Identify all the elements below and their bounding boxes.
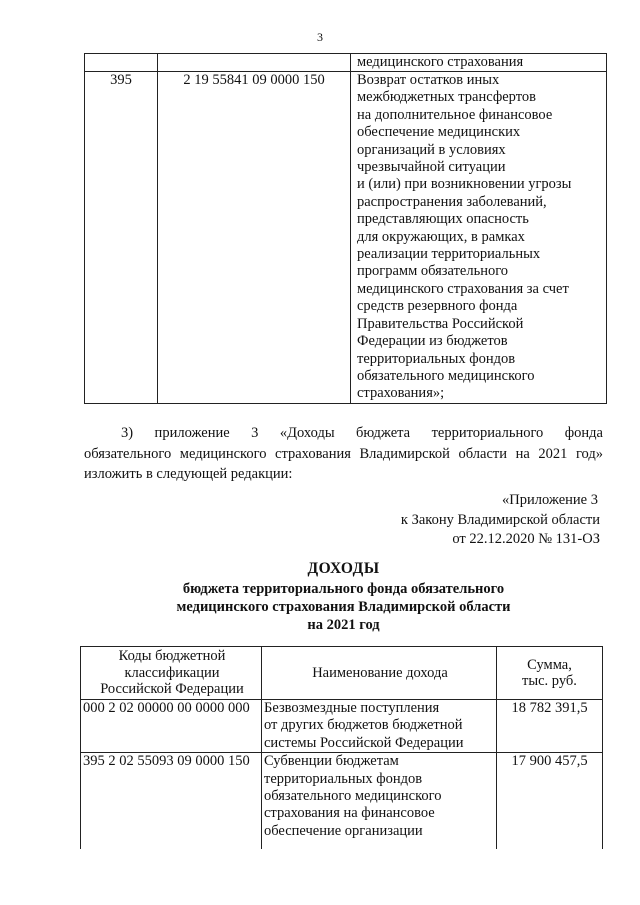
- description-line: Федерации из бюджетов: [357, 333, 508, 350]
- name-line: Субвенции бюджетам: [264, 753, 399, 770]
- header-name: Наименование дохода: [262, 647, 497, 700]
- title-line: на 2021 год: [307, 617, 380, 633]
- title-line: медицинского страхования Владимирской области: [176, 599, 511, 615]
- name-line: обязательного медицинского: [264, 788, 442, 805]
- description-line: страхования»;: [357, 385, 445, 402]
- admin-code-cell: 395: [85, 72, 158, 404]
- appendix-line: «Приложение 3: [502, 492, 598, 508]
- amendment-paragraph: [84, 423, 603, 485]
- description-line: территориальных фондов: [357, 350, 516, 367]
- description-line: распространения заболеваний,: [357, 193, 547, 210]
- table-row: [85, 54, 607, 72]
- name-line: от других бюджетов бюджетной: [264, 717, 463, 734]
- header-line: тыс. руб.: [522, 673, 577, 689]
- description-line: Правительства Российской: [357, 315, 524, 332]
- description-line: представляющих опасность: [357, 211, 529, 228]
- paragraph-line: 3) приложение 3 «Доходы бюджета территориального фонда: [121, 425, 603, 441]
- appendix-line: от 22.12.2020 № 131-ОЗ: [452, 531, 600, 547]
- header-codes: [81, 647, 262, 700]
- header-sum: [497, 647, 603, 700]
- header-line: Российской Федерации: [100, 681, 244, 698]
- table-row: [81, 753, 603, 850]
- header-line: классификации: [124, 664, 220, 681]
- table-header-row: [81, 647, 603, 700]
- description-line: медицинского страхования за счет: [357, 280, 569, 297]
- header-line: Сумма,: [527, 656, 572, 673]
- table-cell: [158, 54, 351, 72]
- name-line: территориальных фондов: [264, 770, 423, 787]
- name-line: страхования на финансовое: [264, 805, 435, 822]
- description-line: на дополнительное финансовое: [357, 106, 553, 123]
- page-number: 3: [317, 30, 323, 44]
- appendix-reference: [401, 491, 600, 550]
- description-line: и (или) при возникновении угрозы: [357, 176, 572, 193]
- description-line: Возврат остатков иных: [357, 72, 500, 88]
- description-line: обеспечение медицинских: [357, 124, 521, 141]
- title-main: ДОХОДЫ: [307, 560, 380, 577]
- appendix-line: к Закону Владимирской области: [400, 511, 600, 528]
- code-cell: 395 2 02 55093 09 0000 150: [81, 753, 262, 850]
- classification-code-cell: 2 19 55841 09 0000 150: [158, 72, 351, 404]
- description-line: обязательного медицинского: [357, 367, 535, 384]
- description-line: для окружающих, в рамках: [357, 228, 525, 245]
- description-line: средств резервного фонда: [357, 298, 518, 315]
- name-line: системы Российской Федерации: [264, 734, 464, 751]
- description-cell: [351, 72, 607, 404]
- name-cell: [262, 753, 497, 850]
- title-line: бюджета территориального фонда обязательного: [182, 581, 505, 597]
- description-line: организаций в условиях: [357, 141, 506, 158]
- income-table: [80, 646, 603, 849]
- table-row: [85, 72, 607, 404]
- name-line: Безвозмездные поступления: [264, 700, 440, 716]
- description-line: межбюджетных трансфертов: [357, 89, 536, 106]
- description-line: реализации территориальных: [357, 246, 541, 263]
- sum-cell: 17 900 457,5: [497, 753, 603, 850]
- document-title: [84, 560, 603, 634]
- continued-revenue-table: [84, 53, 607, 404]
- paragraph-line: обязательного медицинского страхования Владимирской области на 2021 год»: [84, 445, 603, 462]
- continued-text: медицинского страхования: [351, 54, 607, 72]
- name-line: обеспечение организации: [264, 822, 423, 839]
- code-cell: 000 2 02 00000 00 0000 000: [81, 700, 262, 753]
- description-line: чрезвычайной ситуации: [357, 159, 506, 176]
- sum-cell: 18 782 391,5: [497, 700, 603, 753]
- table-row: [81, 700, 603, 753]
- description-line: программ обязательного: [357, 263, 509, 280]
- name-cell: [262, 700, 497, 753]
- table-cell: [85, 54, 158, 72]
- paragraph-line: изложить в следующей редакции:: [84, 466, 293, 482]
- header-line: Коды бюджетной: [118, 648, 226, 665]
